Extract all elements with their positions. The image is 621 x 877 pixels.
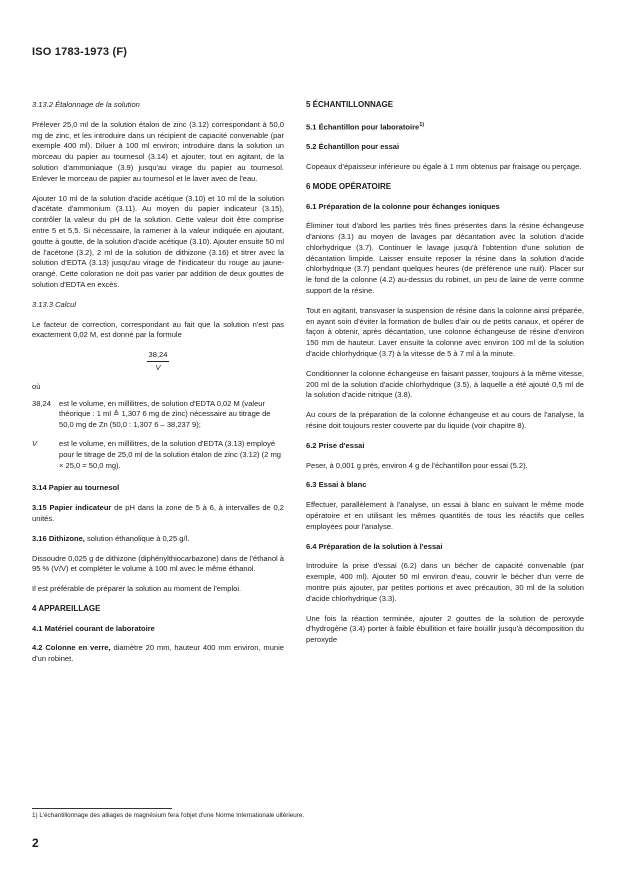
section-6-title: 6 MODE OPÉRATOIRE — [306, 181, 392, 191]
item-name: Colonne en verre, — [45, 643, 111, 653]
definition-symbol: V — [32, 438, 38, 448]
item-text: de pH dans la zone de 5 à 6, à intervalles de 0,2 unités. — [32, 503, 285, 523]
paragraph: Au cours de la préparation de la colonne échangeuse et au cours de l'analyse, la résine doit toujours rester couverte par du liquide (voir chapitre 8). — [306, 410, 584, 431]
page-number: 2 — [32, 836, 39, 850]
item-text: solution éthanolique à 0,25 g/l. — [86, 533, 190, 543]
right-column — [306, 100, 584, 655]
left-column — [32, 100, 284, 674]
formula-numerator: 38,24 — [147, 350, 170, 362]
footnote-divider — [32, 808, 172, 809]
definition-row — [32, 439, 284, 471]
section-3-14-title: 3.14 Papier au tournesol — [32, 483, 120, 493]
paragraph: Ajouter 10 ml de la solution d'acide acétique (3.10) et 10 ml de la solution d'acétate d'ammonium (3.11). Au moyen du papier indicateur (3.15), contrôler la valeur du pH de la solution. Cette valeur doit être comprise entre 5 et 5,5. Si nécessaire, la ramener à la valeur indiquée en ajoutant, goutte à goutte, de la solution d'acide acétique (3.10). Ajouter ensuite 50 ml de l'acétone (3.2), 2 ml de la solution de dithizone (3.16) et titrer avec la solution d'EDTA (3.13) jusqu'au virage de l'indicateur du rouge au jaune-orangé. Cette coloration ne doit pas varier par addition de deux gouttes de solution d'EDTA en excès. — [32, 193, 284, 289]
section-number: 3.15 — [32, 503, 47, 513]
paragraph: Introduire la prise d'essai (6.2) dans un bécher de capacité convenable (par exemple, 400 ml). Ajouter 50 ml environ d'eau, couvrir le bécher d'un verre de montre puis ajouter, par petites portions et avec précaution, 30 ml de la solution d'acide chlorhydrique (3.3). — [306, 561, 584, 603]
formula-denominator: V — [155, 362, 161, 372]
definition-symbol: 38,24 — [32, 398, 51, 408]
section-5-1-label: 5.1 Échantillon pour laboratoire — [306, 122, 420, 132]
paragraph: Effectuer, parallèlement à l'analyse, un essai à blanc en suivant le même mode opératoire et en utilisant les mêmes quantités de tous les réactifs que celles employées pour l'analyse. — [306, 500, 584, 531]
section-3-13-2-title: 3.13.2 Étalonnage de la solution — [32, 100, 140, 109]
section-4-2 — [32, 643, 284, 665]
paragraph: Tout en agitant, transvaser la suspension de résine dans la colonne ainsi préparée, en ayant soin d'éviter la formation de bulles d'air ou de petits canaux, et opérer de façon à obtenir, après décantation, une colonne échangeuse de résine d'environ 150 mm de hauteur. Laver ensuite la colonne avec environ 100 ml de la solution d'acide chlorhydrique (3.7) à la vitesse de 5 à 7 ml à la minute. — [306, 305, 584, 359]
section-5-1-title — [306, 120, 584, 133]
section-6-2-title: 6.2 Prise d'essai — [306, 440, 365, 450]
section-6-1-title: 6.1 Préparation de la colonne pour échanges ioniques — [306, 201, 500, 211]
where-label: où — [32, 381, 41, 391]
item-name: Papier indicateur — [49, 503, 112, 513]
paragraph: Conditionner la colonne échangeuse en faisant passer, toujours à la même vitesse, 200 ml de la solution d'acide chlorhydrique (3.5), à laquelle a été ajouté 0,5 ml de la solution d'acide nitrique (3.8). — [306, 368, 584, 400]
paragraph: Prélever 25,0 ml de la solution étalon de zinc (3.12) correspondant à 50,0 mg de zinc, et les introduire dans un récipient de capacité convenable (par exemple 400 ml). Diluer à 100 ml environ; introduire dans la solution un morceau du papier au tournesol (3.14) et ajouter, tout en agitant, de la solution d'ammoniaque (3.9) jusqu'au virage du papier au tournesol. Enlever le morceau de papier au tournesol et le laver avec de l'eau. — [32, 119, 284, 183]
standard-header: ISO 1783-1973 (F) — [32, 46, 128, 58]
section-4-1-title: 4.1 Matériel courant de laboratoire — [32, 623, 155, 633]
paragraph: Copeaux d'épaisseur inférieure ou égale à 1 mm obtenus par fraisage ou perçage. — [306, 161, 582, 171]
definition-text: est le volume, en millilitres, de solution d'EDTA 0,02 M (valeur théorique : 1 ml ≙ 1,307 6 mg de zinc) nécessaire au titrage de 50,0 mg de Zn (50,0 : 1,307 6 – 38,237 9); — [59, 398, 271, 430]
section-5-2-title: 5.2 Échantillon pour essai — [306, 142, 400, 152]
paragraph: Éliminer tout d'abord les parties très fines présentes dans la résine échangeuse d'anions (3.1) au moyen de lavages par décantation avec la solution d'acide chlorhydrique (3.7). Continuer le lavage jusqu'à l'obtention d'une solution de décantation limpide. Laisser ensuite reposer la résine dans la solution d'acide chlorhydrique (3.7) pendant quelques heures (de préférence une nuit). Placer sur le fond de la colonne (4.2) au-dessus du robinet, un peu de laine de verre comme support de la résine. — [306, 221, 584, 296]
section-3-15 — [32, 503, 284, 525]
paragraph: Il est préférable de préparer la solution au moment de l'emploi. — [32, 584, 242, 594]
section-3-16 — [32, 534, 284, 545]
correction-formula — [32, 350, 284, 374]
section-6-3-title: 6.3 Essai à blanc — [306, 480, 367, 490]
item-name: Dithizone, — [48, 533, 85, 543]
section-4-title: 4 APPAREILLAGE — [32, 603, 101, 613]
paragraph: Peser, à 0,001 g près, environ 4 g de l'échantillon pour essai (5.2). — [306, 460, 528, 470]
section-3-13-3-title: 3.13.3 Calcul — [32, 299, 77, 309]
footnote: 1) L'échantillonnage des alliages de magnésium fera l'objet d'une Norme Internationale ultérieure. — [32, 812, 305, 819]
footnote-marker: 1) — [419, 121, 425, 128]
definition-row — [32, 399, 284, 431]
section-6-4-title: 6.4 Préparation de la solution à l'essai — [306, 541, 443, 551]
definition-text: est le volume, en millilitres, de la solution d'EDTA (3.13) employé pour le titrage de 25,0 ml de la solution étalon de zinc (3.12) (2 mg × 25,0 = 50,0 mg). — [59, 438, 281, 470]
paragraph: Une fois la réaction terminée, ajouter 2 gouttes de la solution de peroxyde d'hydrogène (3.4) porter à faible ébullition et faire bouillir jusqu'à décomposition du peroxyde — [306, 613, 584, 645]
section-number: 3.16 — [32, 533, 47, 543]
paragraph: Dissoudre 0,025 g de dithizone (diphénylthiocarbazone) dans de l'éthanol à 95 % (V/V) et compléter le volume à 100 ml avec le même éthanol. — [32, 553, 284, 574]
section-number: 4.2 — [32, 643, 43, 653]
paragraph: Le facteur de correction, correspondant au fait que la solution n'est pas exactement 0,02 M, est donné par la formule — [32, 319, 284, 340]
section-5-title: 5 ÉCHANTILLONNAGE — [306, 100, 394, 109]
item-text: diamètre 20 mm, hauteur 400 mm environ, munie d'un robinet. — [32, 643, 284, 664]
